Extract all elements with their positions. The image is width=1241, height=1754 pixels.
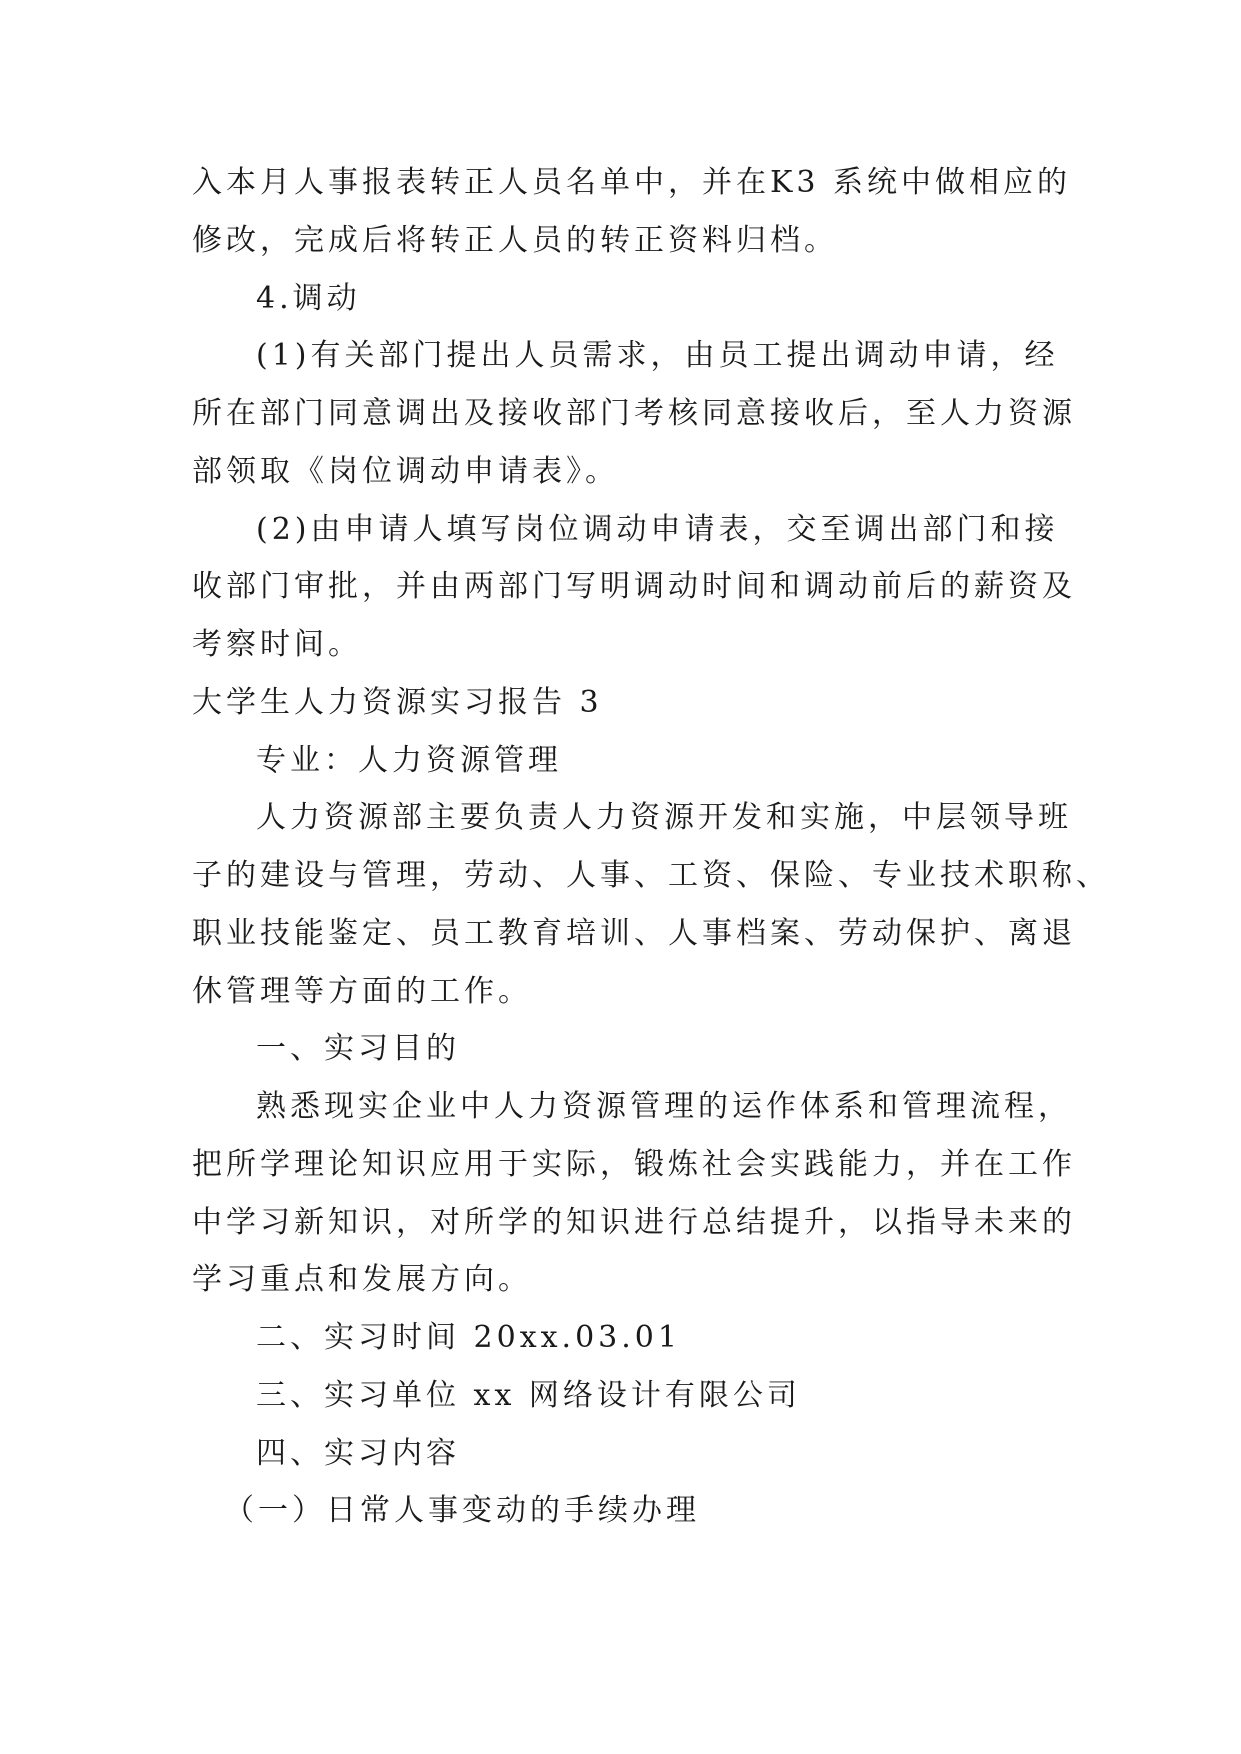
- major-label: 专业：人力资源管理: [256, 743, 562, 778]
- body-text-line: 所在部门同意调出及接收部门考核同意接收后，至人力资源: [192, 396, 1076, 431]
- section-heading: 四、实习内容: [256, 1436, 460, 1471]
- body-text-line: (2)由申请人填写岗位调动申请表，交至调出部门和接: [256, 512, 1059, 547]
- section-heading: 二、实习时间 20xx.03.01: [256, 1320, 681, 1355]
- body-text-line: (1)有关部门提出人员需求，由员工提出调动申请，经: [256, 338, 1059, 373]
- body-text-line: 考察时间。: [192, 627, 362, 662]
- body-text-line: 职业技能鉴定、员工教育培训、人事档案、劳动保护、离退: [192, 916, 1076, 951]
- section-heading: 三、实习单位 xx 网络设计有限公司: [256, 1378, 801, 1413]
- body-text-line: 把所学理论知识应用于实际，锻炼社会实践能力，并在工作: [192, 1147, 1076, 1182]
- body-text-line: 学习重点和发展方向。: [192, 1262, 532, 1297]
- body-text-line: 中学习新知识，对所学的知识进行总结提升，以指导未来的: [192, 1205, 1076, 1240]
- body-text-line: 入本月人事报表转正人员名单中，并在K3 系统中做相应的: [192, 165, 1072, 200]
- body-text-line: 子的建设与管理，劳动、人事、工资、保险、专业技术职称、: [192, 858, 1110, 893]
- body-text-line: 人力资源部主要负责人力资源开发和实施，中层领导班: [256, 800, 1072, 835]
- section-heading: 4.调动: [256, 281, 361, 316]
- body-text-line: 收部门审批，并由两部门写明调动时间和调动前后的薪资及: [192, 569, 1076, 604]
- section-heading: 一、实习目的: [256, 1031, 460, 1066]
- body-text-line: 修改，完成后将转正人员的转正资料归档。: [192, 223, 838, 258]
- report-title: 大学生人力资源实习报告 3: [192, 685, 603, 720]
- subsection-heading: （一）日常人事变动的手续办理: [224, 1493, 700, 1528]
- body-text-line: 休管理等方面的工作。: [192, 974, 532, 1009]
- body-text-line: 部领取《岗位调动申请表》。: [192, 454, 619, 489]
- body-text-line: 熟悉现实企业中人力资源管理的运作体系和管理流程，: [256, 1089, 1072, 1124]
